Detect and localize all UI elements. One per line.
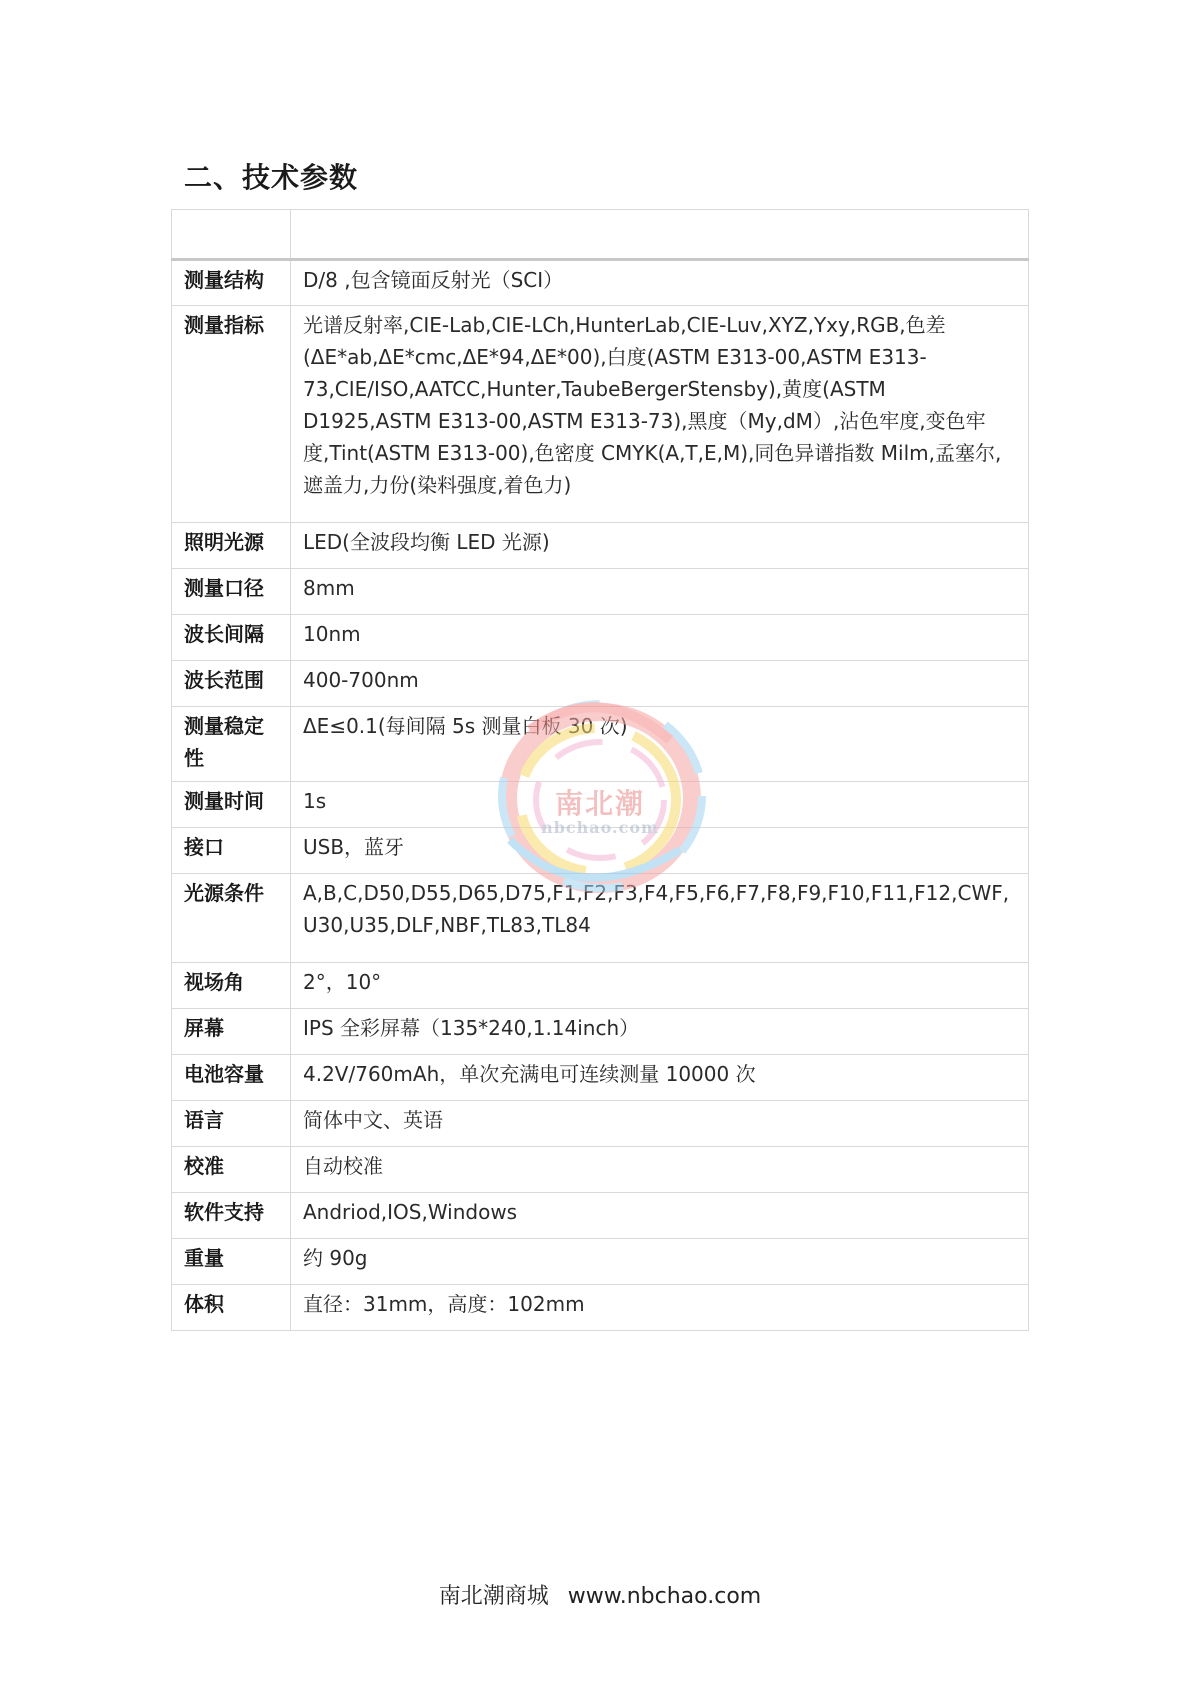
page-footer bbox=[0, 1579, 1200, 1610]
table-header-row bbox=[172, 210, 1029, 260]
row-value: LED(全波段均衡 LED 光源) bbox=[291, 523, 1029, 569]
row-label: 重量 bbox=[172, 1239, 291, 1285]
row-label: 语言 bbox=[172, 1101, 291, 1147]
table-row bbox=[172, 1009, 1029, 1055]
header-cell-label bbox=[172, 210, 291, 260]
row-label: 波长范围 bbox=[172, 661, 291, 707]
row-label: 校准 bbox=[172, 1147, 291, 1193]
row-label: 波长间隔 bbox=[172, 615, 291, 661]
row-value: IPS 全彩屏幕（135*240,1.14inch） bbox=[291, 1009, 1029, 1055]
table-row bbox=[172, 1101, 1029, 1147]
row-value: 400-700nm bbox=[291, 661, 1029, 707]
row-value: ΔE≤0.1(每间隔 5s 测量白板 30 次) bbox=[291, 707, 1029, 782]
table-row bbox=[172, 963, 1029, 1009]
watermark-logo bbox=[470, 690, 730, 900]
row-label: 测量结构 bbox=[172, 260, 291, 306]
row-label: 测量时间 bbox=[172, 782, 291, 828]
row-label: 照明光源 bbox=[172, 523, 291, 569]
row-label: 测量稳定性 bbox=[172, 707, 291, 782]
section-title: 二、技术参数 bbox=[184, 161, 359, 194]
watermark-cn: 南北潮 bbox=[554, 787, 645, 820]
row-label: 电池容量 bbox=[172, 1055, 291, 1101]
row-value: 1s bbox=[291, 782, 1029, 828]
footer-site-name: 南北潮商城 bbox=[438, 1584, 549, 1609]
footer-url: www.nbchao.com bbox=[567, 1584, 762, 1609]
table-row bbox=[172, 615, 1029, 661]
row-label: 屏幕 bbox=[172, 1009, 291, 1055]
table-row bbox=[172, 306, 1029, 523]
row-value: 约 90g bbox=[291, 1239, 1029, 1285]
row-value: 自动校准 bbox=[291, 1147, 1029, 1193]
row-label: 测量指标 bbox=[172, 306, 291, 523]
row-label: 视场角 bbox=[172, 963, 291, 1009]
row-label: 光源条件 bbox=[172, 874, 291, 963]
table-row bbox=[172, 260, 1029, 306]
row-value: D/8 ,包含镜面反射光（SCI） bbox=[291, 260, 1029, 306]
table-row bbox=[172, 523, 1029, 569]
row-value: Andriod,IOS,Windows bbox=[291, 1193, 1029, 1239]
row-label: 软件支持 bbox=[172, 1193, 291, 1239]
table-row bbox=[172, 1285, 1029, 1331]
table-row bbox=[172, 1147, 1029, 1193]
table-row bbox=[172, 1239, 1029, 1285]
row-value: 10nm bbox=[291, 615, 1029, 661]
row-value: 光谱反射率,CIE-Lab,CIE-LCh,HunterLab,CIE-Luv,XYZ,Yxy,RGB,色差(ΔE*ab,ΔE*cmc,ΔE*94,ΔE*00),白度(ASTM E313-00,ASTM E313-73,CIE/ISO,AATCC,Hunter,TaubeBergerStensby),黄度(ASTM D1925,ASTM E313-00,ASTM E313-73),黑度（My,dM）,沾色牢度,变色牢度,Tint(ASTM E313-00),色密度 CMYK(A,T,E,M),同色异谱指数 Milm,孟塞尔,遮盖力,力份(染料强度,着色力) bbox=[291, 306, 1029, 523]
header-cell-value bbox=[291, 210, 1029, 260]
row-value: 2°，10° bbox=[291, 963, 1029, 1009]
row-label: 体积 bbox=[172, 1285, 291, 1331]
row-value: USB，蓝牙 bbox=[291, 828, 1029, 874]
table-row bbox=[172, 1055, 1029, 1101]
row-label: 测量口径 bbox=[172, 569, 291, 615]
row-value: 8mm bbox=[291, 569, 1029, 615]
row-label: 接口 bbox=[172, 828, 291, 874]
row-value: 4.2V/760mAh，单次充满电可连续测量 10000 次 bbox=[291, 1055, 1029, 1101]
row-value: 直径：31mm，高度：102mm bbox=[291, 1285, 1029, 1331]
watermark-en: nbchao.com bbox=[541, 818, 659, 837]
row-value: A,B,C,D50,D55,D65,D75,F1,F2,F3,F4,F5,F6,F7,F8,F9,F10,F11,F12,CWF,U30,U35,DLF,NBF,TL83,TL84 bbox=[291, 874, 1029, 963]
row-value: 简体中文、英语 bbox=[291, 1101, 1029, 1147]
table-row bbox=[172, 1193, 1029, 1239]
table-row bbox=[172, 569, 1029, 615]
